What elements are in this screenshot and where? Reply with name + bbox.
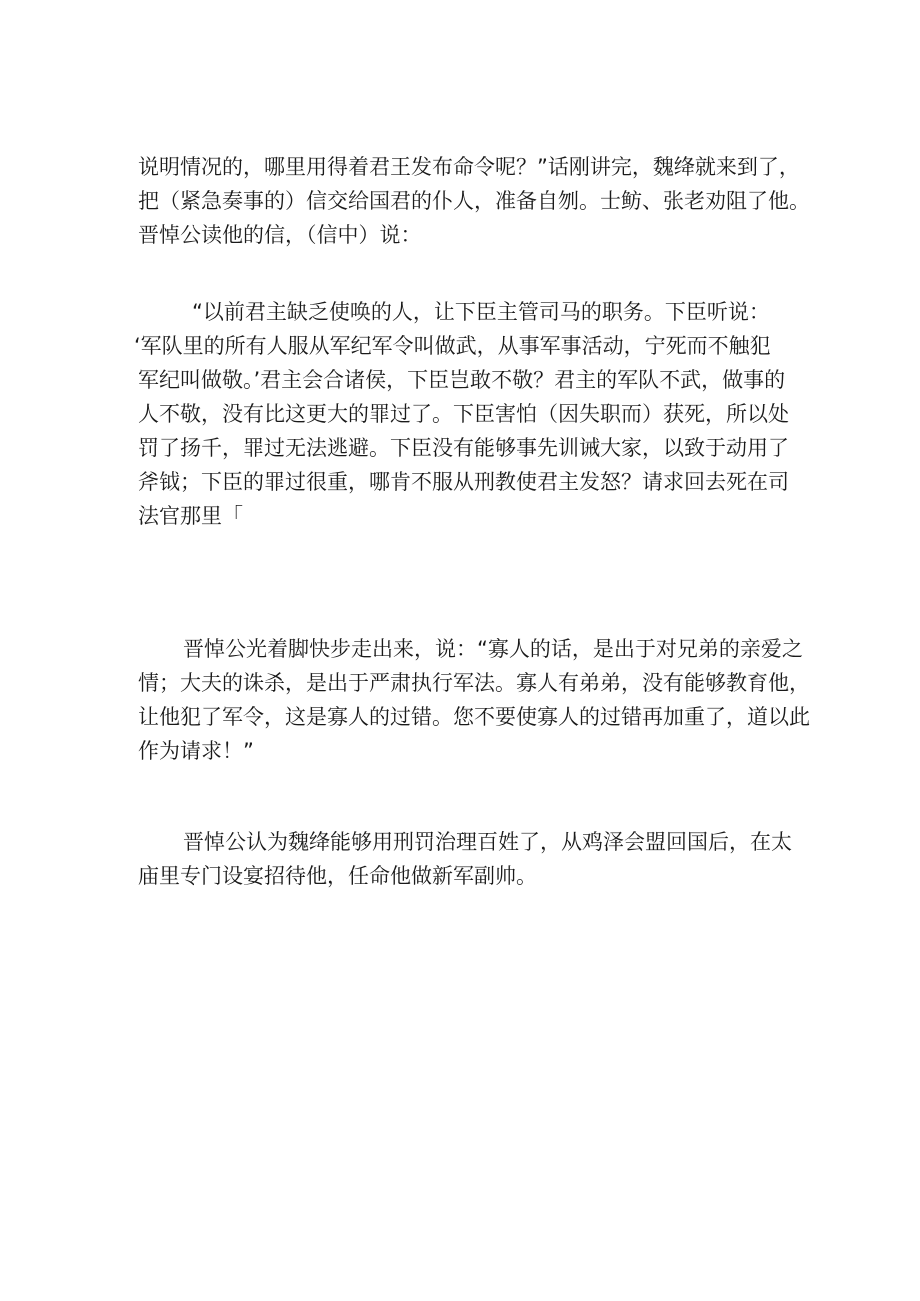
text-line: 说明情况的，哪里用得着君王发布命令呢？”话刚讲完，魏绛就来到了， [138, 155, 800, 179]
text-line: 庙里专门设宴招待他，任命他做新军副帅。 [138, 864, 537, 888]
text-line: ‘军队里的所有人服从军纪军令叫做武，从事军事活动，宁死而不触犯 [134, 334, 771, 358]
paragraph-1 [138, 150, 810, 252]
text-line: 晋悼公认为魏绛能够用刑罚治理百姓了，从鸡泽会盟回国后，在太 [183, 830, 792, 854]
text-line: 把（紧急奏事的）信交给国君的仆人，准备自刎。士鲂、张老劝阻了他。 [138, 189, 810, 213]
text-line: “以前君主缺乏使唤的人，让下臣主管司马的职务。下臣听说： [192, 300, 770, 324]
text-line: 斧钺；下臣的罪过很重，哪肯不服从刑教使君主发怒？请求回去死在司 [138, 470, 789, 494]
paragraph-4 [138, 825, 792, 893]
text-line: 罚了扬千，罪过无法逃避。下臣没有能够事先训诫大家，以致于动用了 [138, 436, 789, 460]
text-line: 让他犯了军令，这是寡人的过错。您不要使寡人的过错再加重了，道以此 [138, 705, 810, 729]
text-line: 情；大夫的诛杀，是出于严肃执行军法。寡人有弟弟，没有能够教育他， [138, 671, 810, 695]
paragraph-3 [138, 632, 810, 768]
text-line: 晋悼公读他的信，（信中）说： [138, 223, 422, 247]
text-line: 法官那里「 [138, 504, 243, 528]
text-line: 作为请求！” [138, 739, 254, 763]
text-line: 军纪叫做敬。’君主会合诸侯，下臣岂敢不敬？君主的军队不武，做事的 [138, 368, 786, 392]
text-line: 人不敬，没有比这更大的罪过了。下臣害怕（因失职而）获死，所以处 [138, 402, 789, 426]
paragraph-2-letter [134, 295, 789, 533]
text-line: 晋悼公光着脚快步走出来，说：“寡人的话，是出于对兄弟的亲爱之 [183, 637, 803, 661]
